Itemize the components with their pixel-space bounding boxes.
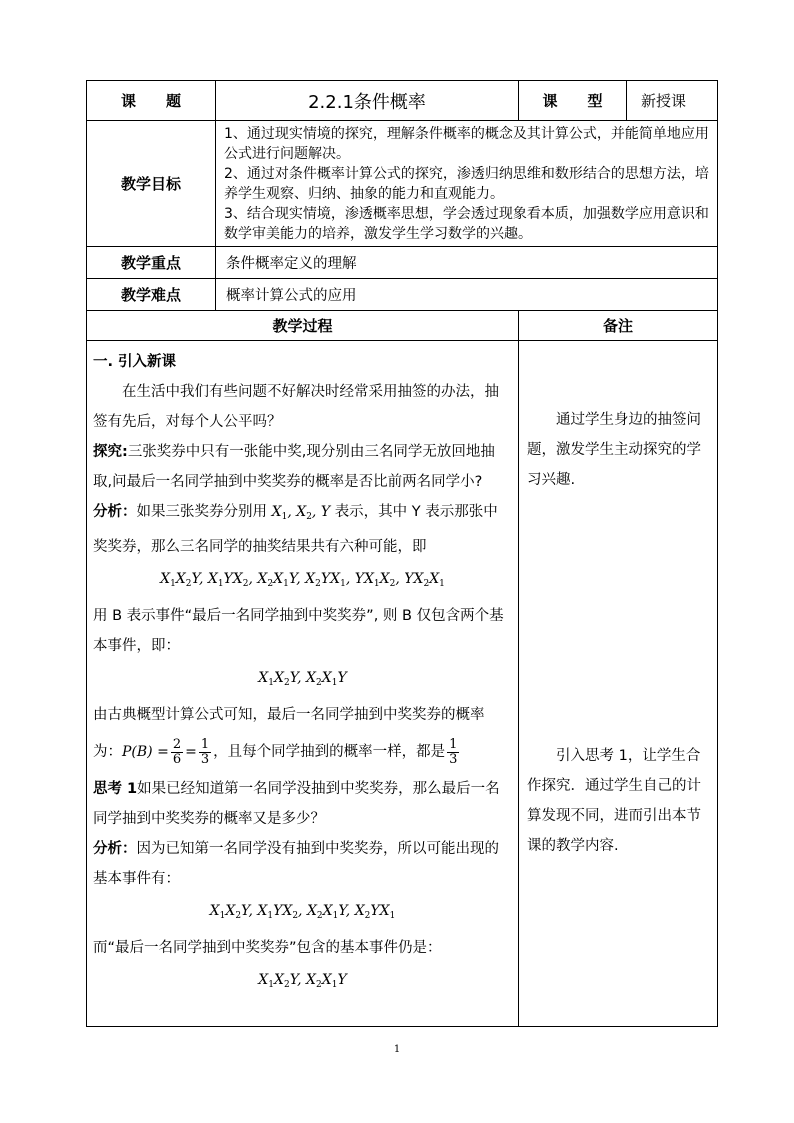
topic-value: 2.2.1条件概率 <box>216 81 519 121</box>
difficulty-row <box>87 279 718 311</box>
analysis-text-a: 如果三张奖券分别用 <box>136 504 267 520</box>
note-1: 通过学生身边的抽签问题，激发学生主动探究的学习兴趣. <box>527 412 701 488</box>
think1-text: 如果已经知道第一名同学没抽到中奖奖券，那么最后一名同学抽到中奖奖券的概率又是多少？ <box>93 781 500 827</box>
classical-text-b: ，且每个同学抽到的概率一样，都是 <box>213 744 446 760</box>
analysis-paragraph <box>93 497 512 562</box>
notes-content <box>519 341 718 1027</box>
four-outcomes-formula: $X_1X_2Y$, $X_1YX_2$, $X_2X_1Y$, $X_2YX_1$ <box>209 903 396 921</box>
process-header-row <box>87 311 718 341</box>
topic-label: 课 题 <box>87 81 216 121</box>
type-value: 新授课 <box>627 81 718 121</box>
section-title: 一. 引入新课 <box>93 354 177 370</box>
think1-label: 思考 1 <box>93 781 138 797</box>
goals-label: 教学目标 <box>87 121 216 247</box>
lesson-plan-table <box>86 80 718 1027</box>
focus-label: 教学重点 <box>87 247 216 279</box>
type-label: 课 型 <box>519 81 627 121</box>
goal-item: 2、通过对条件概率计算公式的探究，渗透归纳思维和数形结合的思想方法，培养学生观察、归纳、抽象的能力和直观能力。 <box>224 165 709 202</box>
prob-lhs: P(B) = <box>122 744 169 760</box>
difficulty-value: 概率计算公式的应用 <box>216 279 718 311</box>
focus-value: 条件概率定义的理解 <box>216 247 718 279</box>
process-body-row <box>87 341 718 1027</box>
event-b-formula: $X_1X_2Y$, $X_2X_1Y$ <box>258 670 347 688</box>
analysis-label: 分析： <box>93 504 137 520</box>
page-number: 1 <box>393 1044 401 1055</box>
fraction-one-third-final: $\frac{1}{3}$ <box>449 736 458 767</box>
focus-row <box>87 247 718 279</box>
notes-label: 备注 <box>519 311 718 341</box>
analysis-text-b: 表示，其中 Y 表示那张中奖奖券，那么三名同学的抽奖结果共有六种可能，即 <box>93 504 498 555</box>
intro-paragraph: 在生活中我们有些问题不好解决时经常采用抽签的办法，抽签有先后，对每个人公平吗？ <box>93 384 499 430</box>
analysis2-paragraph <box>93 834 512 894</box>
header-row <box>87 81 718 121</box>
event-b-paragraph: 用 B 表示事件“最后一名同学抽到中奖奖券”, 则 B 仅包含两个基本事件，即： <box>93 608 504 654</box>
explore-paragraph <box>93 437 512 497</box>
six-outcomes-formula: $X_1X_2Y$, $X_1YX_2$, $X_2X_1Y$, $X_2YX_1$, $YX_1X_2$, $YX_2X_1$ <box>160 571 445 589</box>
goal-item: 1、通过现实情境的探究，理解条件概率的概念及其计算公式，并能简单地应用公式进行问题解决。 <box>224 125 709 162</box>
fraction-one-third: $\frac{1}{3}$ <box>200 736 210 767</box>
analysis2-label: 分析： <box>93 841 137 857</box>
goals-row <box>87 121 718 247</box>
classical-text: 由古典概型计算公式可知，最后一名同学抽到中奖奖券的概率为： <box>93 707 485 760</box>
fraction-two-sixths: $\frac{2}{6}$ <box>172 736 182 767</box>
think1-paragraph <box>93 774 512 834</box>
classical-paragraph: 由古典概型计算公式可知，最后一名同学抽到中奖奖券的概率为：P(B) = $\frac{2}{6}$ = $\frac{1}{3}$ ，且每个同学抽到的概率一样，都是 $\frac{1}{3}$ <box>93 707 485 767</box>
note-2: 引入思考 1，让学生合作探究．通过学生自己的计算发现不同，进而引出本节课的教学内容. <box>527 748 701 854</box>
explore-label: 探究: <box>93 444 128 460</box>
still-formula: $X_1X_2Y$, $X_2X_1Y$ <box>258 972 347 990</box>
explore-text: 三张奖券中只有一张能中奖,现分别由三名同学无放回地抽取,问最后一名同学抽到中奖奖券的概率是否比前两名同学小? <box>93 444 495 490</box>
process-label: 教学过程 <box>87 311 519 341</box>
ticket-symbols: $X_1$, $X_2$, Y <box>271 504 331 522</box>
still-paragraph: 而“最后一名同学抽到中奖奖券”包含的基本事件仍是： <box>93 940 442 956</box>
goals-content <box>216 121 718 247</box>
difficulty-label: 教学难点 <box>87 279 216 311</box>
process-content <box>87 341 519 1027</box>
analysis2-text: 因为已知第一名同学没有抽到中奖奖券，所以可能出现的基本事件有： <box>93 841 499 887</box>
goal-item: 3、结合现实情境，渗透概率思想，学会透过现象看本质，加强数学应用意识和数学审美能力的培养，激发学生学习数学的兴趣。 <box>224 205 709 242</box>
